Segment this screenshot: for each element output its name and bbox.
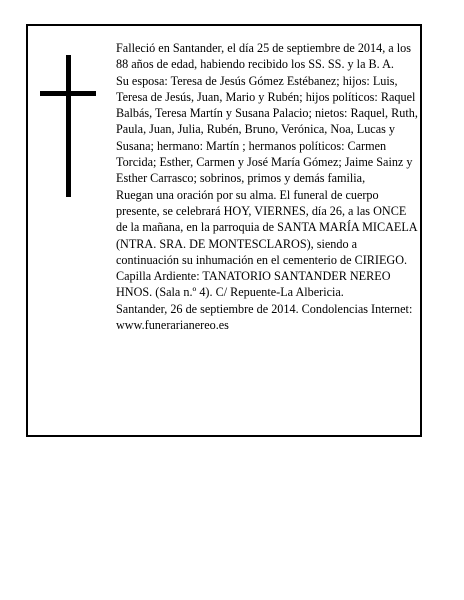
- funeral-details: Ruegan una oración por su alma. El funeral de cuerpo presente, se celebrará HOY, VIERNES, día 26, a las ONCE de la mañana, en la parroquia de SANTA MARÍA MICAELA (NTRA. SRA. DE MONTESCLAROS), siendo a continuación su inhumación en el cementerio de CIRIEGO. Capilla Ardiente: TANATORIO SANTANDER NEREO HNOS. (Sala n.º 4). C/ Repuente-La Albericia.: [116, 187, 417, 300]
- family-list: Su esposa: Teresa de Jesús Gómez Estébanez; hijos: Luis, Teresa de Jesús, Juan, Mario y Rubén; hijos políticos: Raquel Balbás, Teresa Martín y Susana Palacio; nietos: Raquel, Ruth, Paula, Juan, Julia, Rubén, Bruno, Verónica, Noa, Lucas y Susana; hermano: Martín ; hermanos políticos: Carmen Torcida; Esther, Carmen y José María Gómez; Jaime Sainz y Esther Carrasco; sobrinos, primos y demás familia,: [116, 73, 418, 186]
- obituary-notice: [26, 24, 422, 437]
- place-date-condolences: Santander, 26 de septiembre de 2014. Condolencias Internet: www.funerarianereo.es: [116, 301, 413, 333]
- notice-body: [116, 40, 420, 333]
- cross-vertical-bar: [66, 55, 71, 197]
- latin-cross-icon: [40, 55, 96, 197]
- death-announcement: Falleció en Santander, el día 25 de septiembre de 2014, a los 88 años de edad, habiendo recibido los SS. SS. y la B. A.: [116, 41, 411, 72]
- cross-horizontal-bar: [40, 91, 96, 96]
